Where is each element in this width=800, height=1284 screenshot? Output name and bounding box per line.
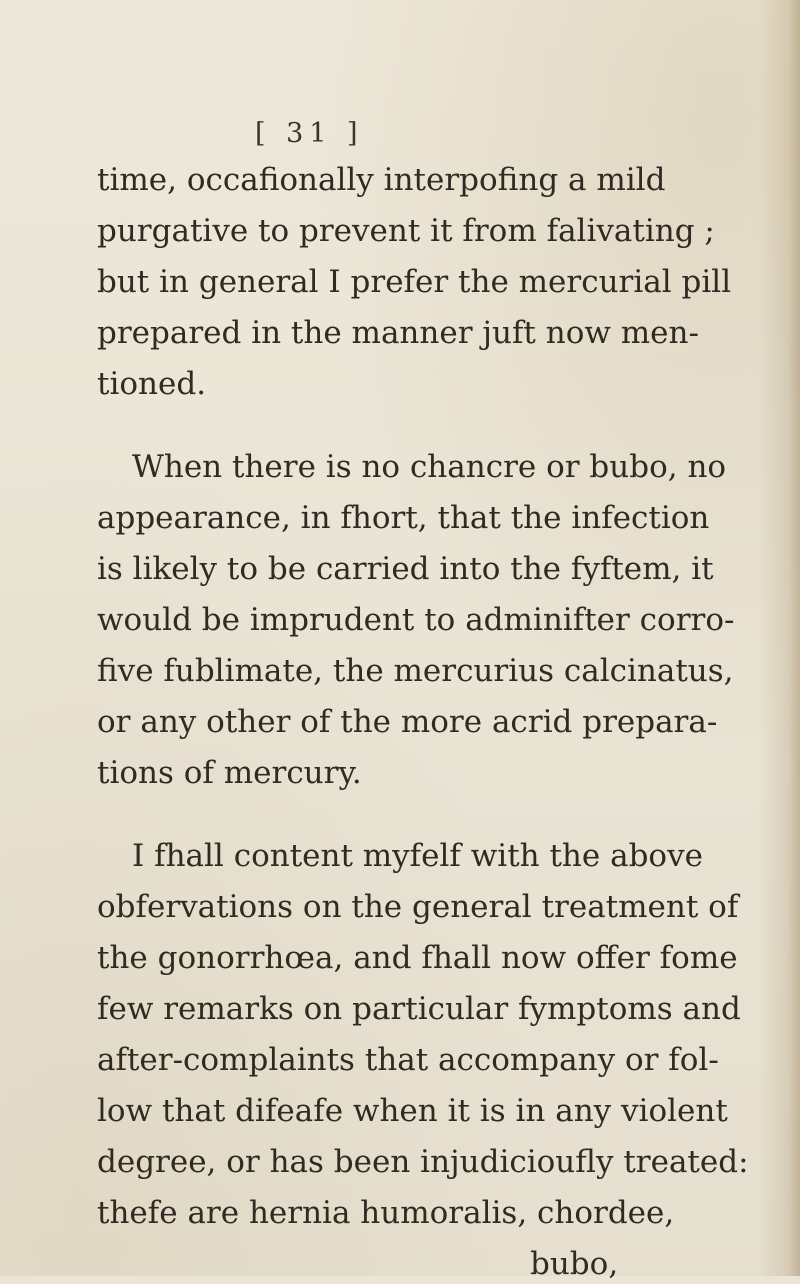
text-line: the gonorrhœa, and fhall now offer fome xyxy=(97,940,738,976)
text-line: time, occafionally interpofing a mild xyxy=(97,162,666,198)
text-line: would be imprudent to adminifter corro- xyxy=(97,602,735,638)
text-line: is likely to be carried into the fyftem, it xyxy=(97,551,714,587)
text-line: but in general I prefer the mercurial pill xyxy=(97,264,732,300)
text-line: thefe are hernia humoralis, chordee, xyxy=(97,1195,675,1231)
text-line: five fublimate, the mercurius calcinatus, xyxy=(97,653,734,689)
text-line: low that difeafe when it is in any violent xyxy=(97,1093,728,1129)
page-number: [ 31 ] xyxy=(255,118,364,149)
text-line: degree, or has been injudicioufly treated: xyxy=(97,1144,749,1180)
text-line: few remarks on particular fymptoms and xyxy=(97,991,741,1027)
text-line: prepared in the manner juft now men- xyxy=(97,315,699,351)
text-line: I fhall content myfelf with the above xyxy=(132,838,703,874)
text-line: appearance, in fhort, that the infection xyxy=(97,500,710,536)
text-line: after-complaints that accompany or fol- xyxy=(97,1042,719,1078)
text-line: tions of mercury. xyxy=(97,755,362,791)
text-line: bubo, xyxy=(530,1246,619,1282)
text-line: obfervations on the general treatment of xyxy=(97,889,739,925)
text-line: When there is no chancre or bubo, no xyxy=(132,449,727,485)
text-line: purgative to prevent it from falivating ; xyxy=(97,213,715,249)
page-edge-shadow xyxy=(758,0,800,1276)
text-line: or any other of the more acrid prepara- xyxy=(97,704,718,740)
text-line: tioned. xyxy=(97,366,207,402)
